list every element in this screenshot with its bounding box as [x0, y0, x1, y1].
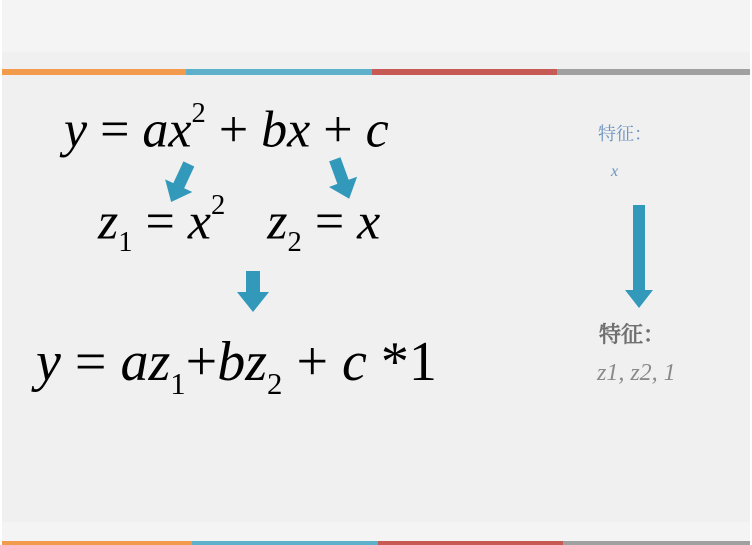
bottom-bar-blue-segment — [192, 541, 378, 545]
equation-original — [64, 98, 389, 159]
eq3-plus-2: + — [296, 331, 329, 393]
eq2-x-squared: x — [187, 193, 211, 251]
feature-value-after: z1, z2, 1 — [597, 360, 676, 386]
eq2-z1: z — [98, 193, 119, 251]
eq1-ax: ax — [142, 101, 192, 159]
feature-label-after: 特征： — [599, 323, 666, 348]
equation-substitution — [98, 190, 380, 259]
eq1-c: c — [365, 101, 389, 159]
eq2-x: x — [357, 193, 381, 251]
eq2-z2: z — [267, 193, 288, 251]
bottom-bar-gray-segment — [563, 541, 750, 545]
top-bar-orange-segment — [2, 69, 186, 75]
eq2-z2-subscript: 2 — [287, 227, 302, 259]
arrow-down-long-icon — [624, 204, 654, 310]
eq2-equals-2: = — [314, 193, 345, 251]
eq1-equals: = — [100, 101, 130, 159]
eq3-az: az — [120, 331, 171, 393]
eq1-plus-1: + — [218, 101, 249, 159]
arrow-down-shape — [237, 271, 269, 312]
feature-label-before: 特征： — [598, 124, 652, 145]
top-bar-blue-segment — [186, 69, 372, 75]
bottom-color-bar — [2, 541, 750, 545]
eq3-multiply: * — [380, 331, 409, 393]
eq2-equals-1: = — [145, 193, 175, 251]
eq3-plus-1: + — [185, 331, 218, 393]
eq1-plus-2: + — [323, 101, 353, 159]
eq3-y: y — [36, 331, 61, 393]
equation-linear — [36, 330, 437, 402]
eq1-bx: bx — [261, 101, 311, 159]
eq2-z1-subscript: 1 — [118, 227, 133, 259]
bottom-bar-orange-segment — [2, 541, 192, 545]
eq3-c: c — [342, 331, 367, 393]
arrow-down-icon — [236, 270, 270, 314]
eq1-y: y — [64, 101, 88, 159]
eq3-az-subscript: 1 — [170, 366, 186, 401]
eq3-bz: bz — [217, 331, 268, 393]
top-bar-gray-segment — [557, 69, 750, 75]
arrow-down-long-shape — [625, 205, 653, 308]
eq3-one: 1 — [408, 331, 437, 393]
slide — [2, 0, 750, 545]
top-bar-red-segment — [372, 69, 557, 75]
eq3-bz-subscript: 2 — [267, 366, 283, 401]
bottom-bar-red-segment — [378, 541, 563, 545]
eq1-exponent: 2 — [191, 98, 206, 129]
eq2-exponent: 2 — [210, 190, 226, 221]
eq3-equals: = — [74, 331, 107, 393]
slide-header-band — [2, 0, 750, 52]
top-color-bar — [2, 69, 750, 75]
feature-value-before: x — [611, 163, 619, 180]
